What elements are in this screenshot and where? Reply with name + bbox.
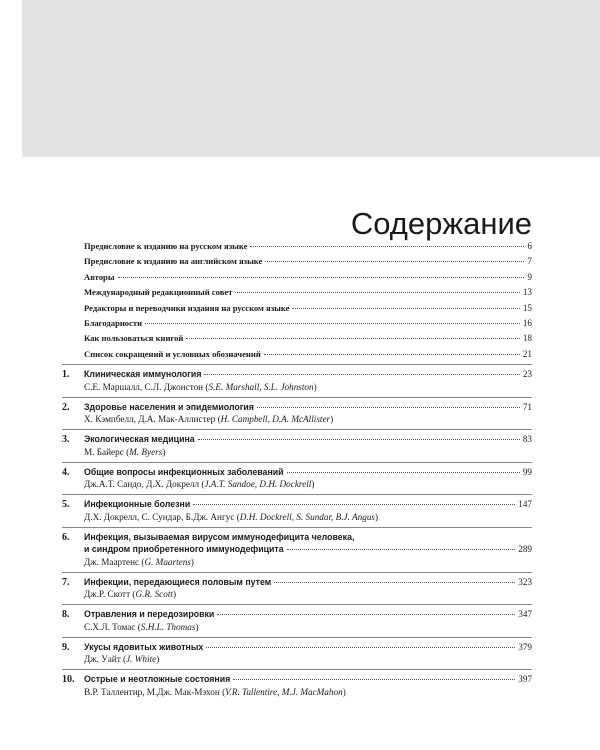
chapter-number: 1.	[62, 369, 70, 381]
chapter-entry[interactable]	[62, 364, 532, 397]
toc-entry-title: Предисловие к изданию на английском языке	[84, 256, 263, 267]
page-title: Содержание	[350, 205, 532, 241]
chapter-authors: С.Е. Маршалл, С.Л. Джонстон (S.E. Marshall, S.L. Johnston)	[84, 381, 317, 392]
chapter-entry[interactable]	[62, 637, 532, 670]
dot-leader	[287, 472, 520, 473]
chapter-entry[interactable]	[62, 494, 532, 527]
chapter-authors: Дж. Уайт (J. White)	[84, 654, 160, 665]
chapter-number: 5.	[62, 499, 70, 511]
toc-entry-page: 6	[527, 241, 532, 251]
toc-entry-title: Международный редакционный совет	[84, 287, 233, 298]
toc-entry-title: Редакторы и переводчики издания на русском языке	[84, 302, 290, 313]
chapter-entry[interactable]	[62, 604, 532, 637]
chapter-title: Укусы ядовитых животных	[84, 641, 204, 652]
chapter-page: 397	[518, 674, 532, 685]
toc-entry[interactable]	[84, 285, 532, 300]
dot-leader	[250, 246, 524, 247]
chapter-title: Общие вопросы инфекционных заболеваний	[84, 466, 284, 477]
toc-entry[interactable]	[84, 254, 532, 269]
chapter-authors-en: S.H.L. Thomas	[140, 621, 196, 632]
chapter-page: 289	[518, 544, 532, 555]
toc-entry-title: Авторы	[84, 271, 115, 282]
dot-leader	[257, 407, 520, 408]
chapter-entry[interactable]	[62, 572, 532, 605]
toc-entry[interactable]	[84, 270, 532, 285]
header-band	[22, 0, 600, 157]
dot-leader	[145, 323, 520, 324]
toc-entry-page: 16	[522, 317, 532, 328]
chapter-title: Отравления и передозировки	[84, 609, 215, 620]
toc-entry[interactable]	[84, 316, 532, 331]
front-matter-list	[84, 239, 532, 362]
dot-leader	[118, 277, 525, 278]
dot-leader	[204, 374, 519, 375]
chapter-page: 71	[522, 401, 532, 412]
toc-entry-page: 7	[527, 256, 532, 267]
chapter-authors-en: J. White	[126, 654, 157, 665]
dot-leader	[264, 354, 520, 355]
dot-leader	[265, 261, 524, 262]
dot-leader	[186, 338, 519, 339]
chapter-number: 7.	[62, 576, 70, 588]
chapter-authors: М. Байерс (M. Byers)	[84, 446, 166, 457]
chapter-entry[interactable]	[62, 462, 532, 495]
chapter-page: 83	[522, 434, 532, 445]
toc-entry-page: 9	[527, 271, 532, 282]
dot-leader	[292, 308, 519, 309]
chapter-entry[interactable]	[62, 429, 532, 462]
dot-leader	[274, 582, 515, 583]
toc-entry-page: 13	[522, 287, 532, 298]
chapter-authors: Дж.А.Т. Сандо, Д.Х. Докрелл (J.A.T. Sandoe, D.H. Dockrell)	[84, 479, 315, 490]
chapter-entry[interactable]	[62, 397, 532, 430]
chapter-authors-en: H. Campbell, D.A. McAllister	[220, 414, 331, 425]
toc-entry[interactable]	[84, 331, 532, 346]
chapter-title: Экологическая медицина	[84, 434, 195, 445]
chapter-authors-en: G. Maartens	[144, 556, 191, 567]
chapter-authors-en: J.A.T. Sandoe, D.H. Dockrell	[204, 479, 312, 490]
toc-entry[interactable]	[84, 239, 532, 254]
chapter-title: и синдром приобретенного иммунодефицита	[84, 544, 284, 555]
chapter-page: 99	[522, 466, 532, 477]
chapter-authors-en: M. Byers	[129, 446, 163, 457]
dot-leader	[287, 549, 516, 550]
toc-entry-title: Благодарности	[84, 317, 143, 328]
chapter-number: 4.	[62, 466, 70, 478]
dot-leader	[217, 614, 515, 615]
chapter-number: 10.	[62, 674, 75, 686]
toc-entry-title: Как пользоваться книгой	[84, 333, 184, 344]
chapter-title: Здоровье населения и эпидемиология	[84, 401, 254, 412]
toc-entry-title: Список сокращений и условных обозначений	[84, 348, 261, 359]
toc-entry[interactable]	[84, 301, 532, 316]
chapter-authors: Дж.Р. Скотт (G.R. Scott)	[84, 589, 177, 600]
dot-leader	[233, 679, 515, 680]
chapter-title: Клиническая иммунология	[84, 369, 202, 380]
chapter-page: 147	[518, 499, 532, 510]
toc-entry-page: 15	[522, 302, 532, 313]
chapter-list	[62, 364, 532, 702]
toc-entry-page: 18	[522, 333, 532, 344]
chapter-title: Острые и неотложные состояния	[84, 674, 231, 685]
dot-leader	[206, 647, 515, 648]
dot-leader	[235, 292, 519, 293]
chapter-number: 9.	[62, 641, 70, 653]
chapter-page: 23	[522, 369, 532, 380]
chapter-page: 323	[518, 576, 532, 587]
chapter-entry[interactable]	[62, 669, 532, 702]
chapter-authors-en: G.R. Scott	[135, 589, 173, 600]
chapter-number: 2.	[62, 401, 70, 413]
chapter-title: Инфекции, передающиеся половым путем	[84, 576, 272, 587]
toc-entry-title: Предисловие к изданию на русском языке	[84, 241, 248, 251]
chapter-page: 379	[518, 641, 532, 652]
chapter-page: 347	[518, 609, 532, 620]
chapter-authors-en: D.H. Dockrell, S. Sundar, B.J. Angus	[239, 511, 376, 522]
chapter-number: 3.	[62, 434, 70, 446]
toc-entry-page: 21	[522, 348, 532, 359]
chapter-number: 8.	[62, 609, 70, 621]
chapter-title: Инфекционные болезни	[84, 499, 191, 510]
chapter-authors: В.Р. Таллентир, М.Дж. Мак-Мэхон (V.R. Tallentire, M.J. MacMahon)	[84, 686, 346, 697]
toc-entry[interactable]	[84, 347, 532, 362]
chapter-authors: С.Х.Л. Томас (S.H.L. Thomas)	[84, 621, 199, 632]
chapter-authors: Х. Кэмпбелл, Д.А. Мак-Аллистер (H. Campbell, D.A. McAllister)	[84, 414, 334, 425]
chapter-title-line1: Инфекция, вызываемая вирусом иммунодефицита человека,	[84, 531, 355, 542]
chapter-authors-en: S.E. Marshall, S.L. Johnston	[208, 381, 314, 392]
chapter-authors: Д.Х. Докрелл, С. Сундар, Б.Дж. Ангус (D.H. Dockrell, S. Sundar, B.J. Angus)	[84, 511, 379, 522]
dot-leader	[193, 504, 515, 505]
table-of-contents	[62, 239, 532, 702]
chapter-number: 6.	[62, 531, 70, 543]
chapter-authors: Дж. Маартенс (G. Maartens)	[84, 556, 194, 567]
dot-leader	[198, 439, 520, 440]
chapter-entry[interactable]	[62, 527, 532, 572]
chapter-authors-en: V.R. Tallentire, M.J. MacMahon	[225, 686, 343, 697]
